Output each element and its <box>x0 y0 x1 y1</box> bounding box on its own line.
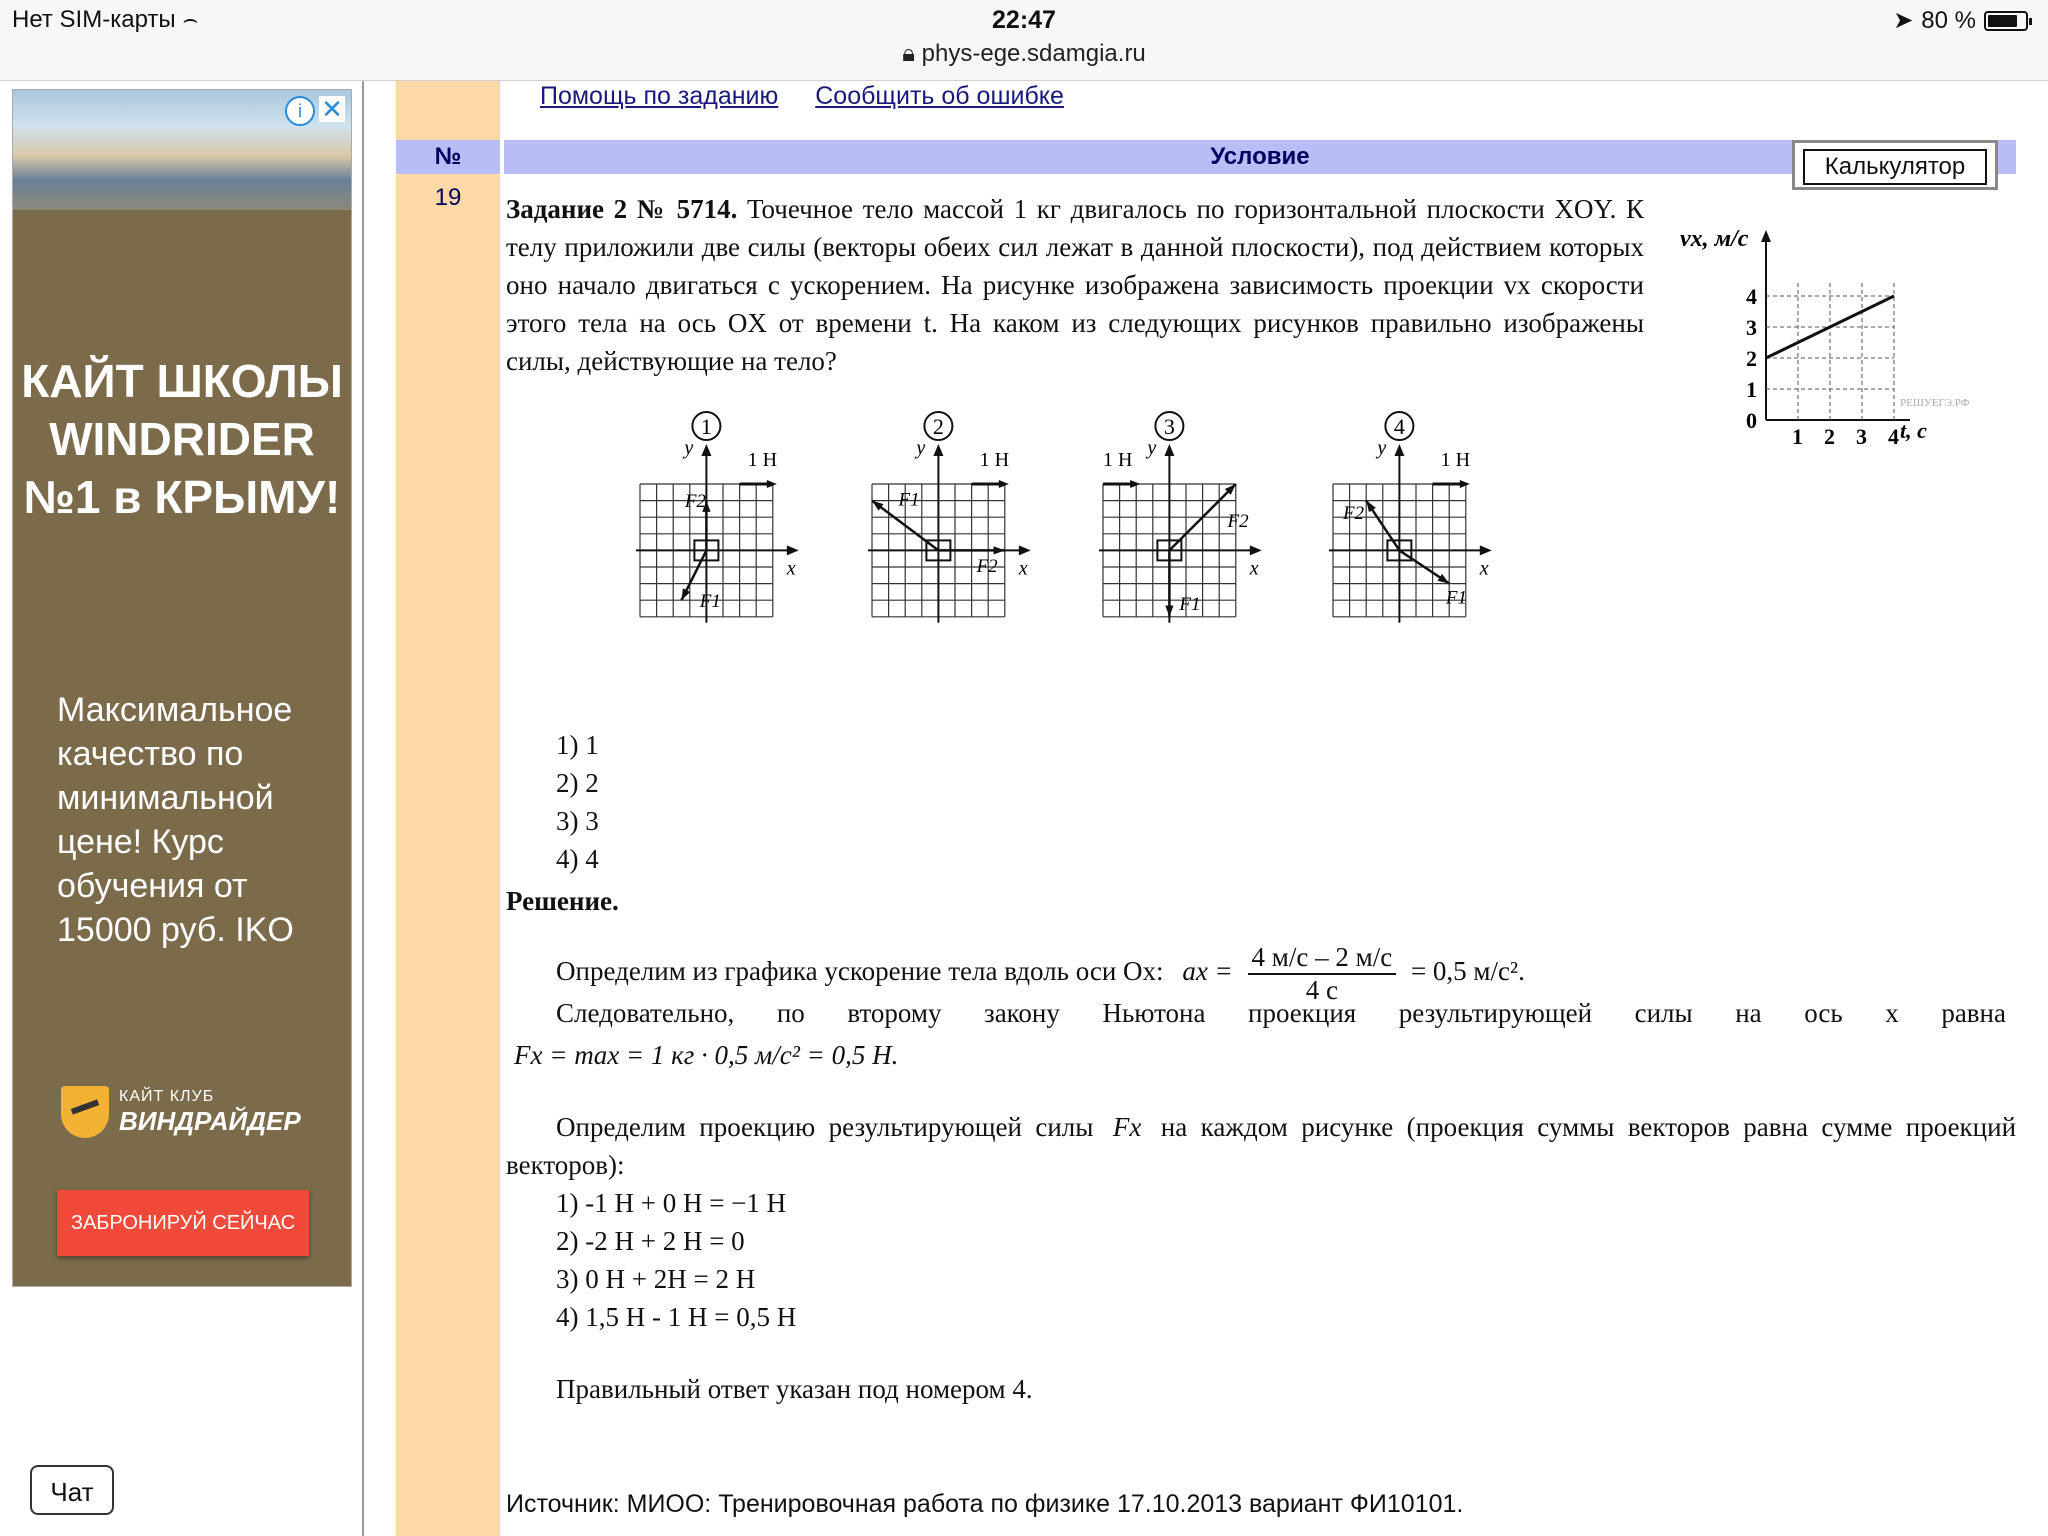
answer-option-1[interactable]: 1) 1 <box>556 730 599 760</box>
x-axis-label: x <box>786 557 796 580</box>
force-label-f1: F1 <box>1445 587 1467 609</box>
scale-arrow <box>1460 480 1470 488</box>
figure-number: 4 <box>1393 414 1405 439</box>
calc-line-2: 2) -2 Н + 2 Н = 0 <box>556 1226 745 1256</box>
force-label-f1: F1 <box>1179 594 1201 616</box>
graph-watermark: РЕШУЕГЭ.РФ <box>1900 397 1970 409</box>
condition-header: Условие <box>504 140 2016 174</box>
graph-xtick-label: 2 <box>1824 424 1835 449</box>
p3-text-a: Определим проекцию результирующей силы <box>556 1112 1094 1142</box>
p1-rhs: = 0,5 м/с². <box>1410 956 1525 987</box>
graph-ylabel: vx, м/с <box>1680 226 1749 252</box>
x-axis-label: x <box>1249 557 1259 580</box>
graph-ytick-label: 4 <box>1746 284 1757 309</box>
force-label-f2: F2 <box>684 491 706 513</box>
x-axis-arrow <box>1480 545 1492 555</box>
p3-fx: Fx <box>1112 1112 1142 1142</box>
battery-icon <box>1984 11 2028 31</box>
final-answer: Правильный ответ указан под номером 4. <box>556 1374 1033 1404</box>
ad-info-icon[interactable]: i <box>285 96 315 126</box>
table-header <box>396 140 2016 174</box>
calculator-button[interactable] <box>1792 140 1998 190</box>
p1-text: Определим из графика ускорение тела вдоль оси Ox: <box>556 956 1164 987</box>
clock: 22:47 <box>992 6 1056 34</box>
force-arrowhead-f1 <box>1438 574 1450 584</box>
battery-label: 80 % <box>1921 6 1976 34</box>
graph-y-arrow <box>1761 230 1771 242</box>
carrier-label: Нет SIM-карты <box>12 6 176 33</box>
ad-close-icon[interactable]: ✕ <box>319 96 345 122</box>
y-axis-arrow <box>1164 444 1174 456</box>
help-link[interactable]: Помощь по заданию <box>540 82 779 110</box>
task-lead: Задание 2 № 5714. <box>506 194 738 224</box>
force-arrowhead-f2 <box>1366 501 1376 513</box>
x-axis-arrow <box>787 545 799 555</box>
graph-xtick-label: 3 <box>1856 424 1867 449</box>
force-label-f1: F1 <box>699 590 721 612</box>
x-axis-label: x <box>1018 557 1028 580</box>
force-arrowhead-f1 <box>682 588 691 600</box>
p1-lhs: ax = <box>1182 956 1233 987</box>
force-figure-3[interactable] <box>1083 404 1303 664</box>
y-axis-label: y <box>1147 437 1157 459</box>
force-label-f2: F2 <box>976 555 998 577</box>
status-bar <box>0 0 2048 81</box>
graph-ytick-label: 1 <box>1746 377 1757 402</box>
fraction-denominator: 4 с <box>1305 975 1338 1005</box>
ad-book-button[interactable]: ЗАБРОНИРУЙ СЕЙЧАС <box>57 1190 309 1256</box>
task-links <box>540 82 1094 111</box>
url-text: phys-ege.sdamgia.ru <box>921 40 1146 67</box>
y-axis-label: y <box>1377 437 1387 459</box>
solution-paragraph-3 <box>506 1108 2016 1184</box>
solution-paragraph-2 <box>506 992 2006 1076</box>
task-text: Точечное тело массой 1 кг двигалось по горизонтальной плоскости XOY. К телу приложили две силы (векторы обеих сил лежат в данной плоскости), под действием которых оно начало двигаться с ускорением. На рисунке изображена зависимость проекции vx скорости этого тела на ось OX от времени t. На каком из следующих рисунков правильно изображены силы, действующие на тело? <box>506 194 1645 376</box>
p2-formula: Fx = max = 1 кг · 0,5 м/с² = 0,5 Н. <box>514 1040 899 1070</box>
force-figure-4[interactable] <box>1313 404 1533 664</box>
left-column <box>0 81 364 1536</box>
graph-ytick-label: 3 <box>1746 315 1757 340</box>
scale-arrow <box>999 480 1009 488</box>
graph-xlabel: t, c <box>1900 418 1927 443</box>
ad-body[interactable]: Максимальное качество по минимальной цене! Курс обучения от 15000 руб. IKO <box>57 691 294 949</box>
ad-logo-small: КАЙТ КЛУБ <box>119 1087 215 1105</box>
number-header: № <box>396 140 500 174</box>
scale-label: 1 Н <box>1440 449 1471 471</box>
calc-line-3: 3) 0 Н + 2Н = 2 Н <box>556 1264 756 1294</box>
y-axis-label: y <box>684 437 694 459</box>
y-axis-arrow <box>701 444 711 456</box>
force-figures <box>620 404 1520 664</box>
scale-arrow <box>1130 480 1140 488</box>
address-bar[interactable] <box>0 40 2048 68</box>
report-error-link[interactable]: Сообщить об ошибке <box>815 82 1064 110</box>
solution-title: Решение. <box>506 886 619 916</box>
wifi-icon: ⌢ <box>182 6 199 33</box>
x-axis-arrow <box>1250 545 1262 555</box>
ad-logo[interactable] <box>61 1086 301 1138</box>
x-axis-label: x <box>1479 557 1489 580</box>
force-arrowhead-f1 <box>1165 606 1173 617</box>
force-arrowhead-f2 <box>994 546 1005 554</box>
location-icon: ➤ <box>1893 7 1914 34</box>
force-label-f2: F2 <box>1227 511 1249 533</box>
advertisement[interactable] <box>12 89 352 1287</box>
ad-headline[interactable]: КАЙТ ШКОЛЫ WINDRIDER №1 в КРЫМУ! <box>21 355 343 523</box>
scale-label: 1 Н <box>1103 449 1133 471</box>
graph-xtick-label: 4 <box>1888 424 1899 449</box>
figure-number: 1 <box>700 414 712 439</box>
force-figure-2[interactable] <box>852 404 1072 664</box>
force-figure-1[interactable] <box>620 404 840 664</box>
projection-calculations <box>556 1184 796 1336</box>
force-label-f1: F1 <box>898 489 920 511</box>
battery-fill <box>1988 15 2017 27</box>
battery-status <box>1893 6 2028 35</box>
p3-text-b: на каждом рисунке (проекция суммы векторов равна сумме проекций векторов): <box>506 1112 2017 1180</box>
y-axis-arrow <box>933 444 943 456</box>
task-statement <box>506 190 1644 380</box>
chat-button[interactable]: Чат <box>30 1465 114 1515</box>
ad-logo-big: ВИНДРАЙДЕР <box>119 1105 301 1136</box>
scale-label: 1 Н <box>979 449 1010 471</box>
x-axis-arrow <box>1019 545 1031 555</box>
graph-ticks <box>1746 284 1899 449</box>
source-note: Источник: МИОО: Тренировочная работа по физике 17.10.2013 вариант ФИ10101. <box>506 1490 1464 1518</box>
calc-line-4: 4) 1,5 Н - 1 Н = 0,5 Н <box>556 1302 797 1332</box>
fraction-numerator: 4 м/с – 2 м/с <box>1248 942 1397 975</box>
velocity-graph <box>1670 220 2010 450</box>
y-axis-arrow <box>1394 444 1404 456</box>
calculator-label: Калькулятор <box>1803 149 1987 185</box>
graph-ytick-label: 2 <box>1746 346 1757 371</box>
number-column <box>396 81 500 1536</box>
kite-club-logo-icon <box>61 1086 109 1138</box>
calc-line-1: 1) -1 Н + 0 Н = −1 Н <box>556 1188 787 1218</box>
scale-arrow <box>767 480 777 488</box>
answer-option-3[interactable]: 3) 3 <box>556 806 599 836</box>
answer-option-4[interactable]: 4) 4 <box>556 844 599 874</box>
y-axis-label: y <box>916 437 926 459</box>
lock-icon: 🔒︎ <box>902 40 915 67</box>
scale-label: 1 Н <box>747 449 778 471</box>
force-label-f2: F2 <box>1342 502 1365 524</box>
p2-text: Следовательно, по второму закону Ньютона проекция результирующей силы на ось x равна <box>556 998 2006 1028</box>
figure-number: 3 <box>1163 414 1175 439</box>
graph-ytick-label: 0 <box>1746 408 1757 433</box>
figure-number: 2 <box>932 414 944 439</box>
row-number: 19 <box>434 184 462 211</box>
answer-option-2[interactable]: 2) 2 <box>556 768 599 798</box>
graph-xtick-label: 1 <box>1792 424 1803 449</box>
answer-options <box>556 726 599 878</box>
